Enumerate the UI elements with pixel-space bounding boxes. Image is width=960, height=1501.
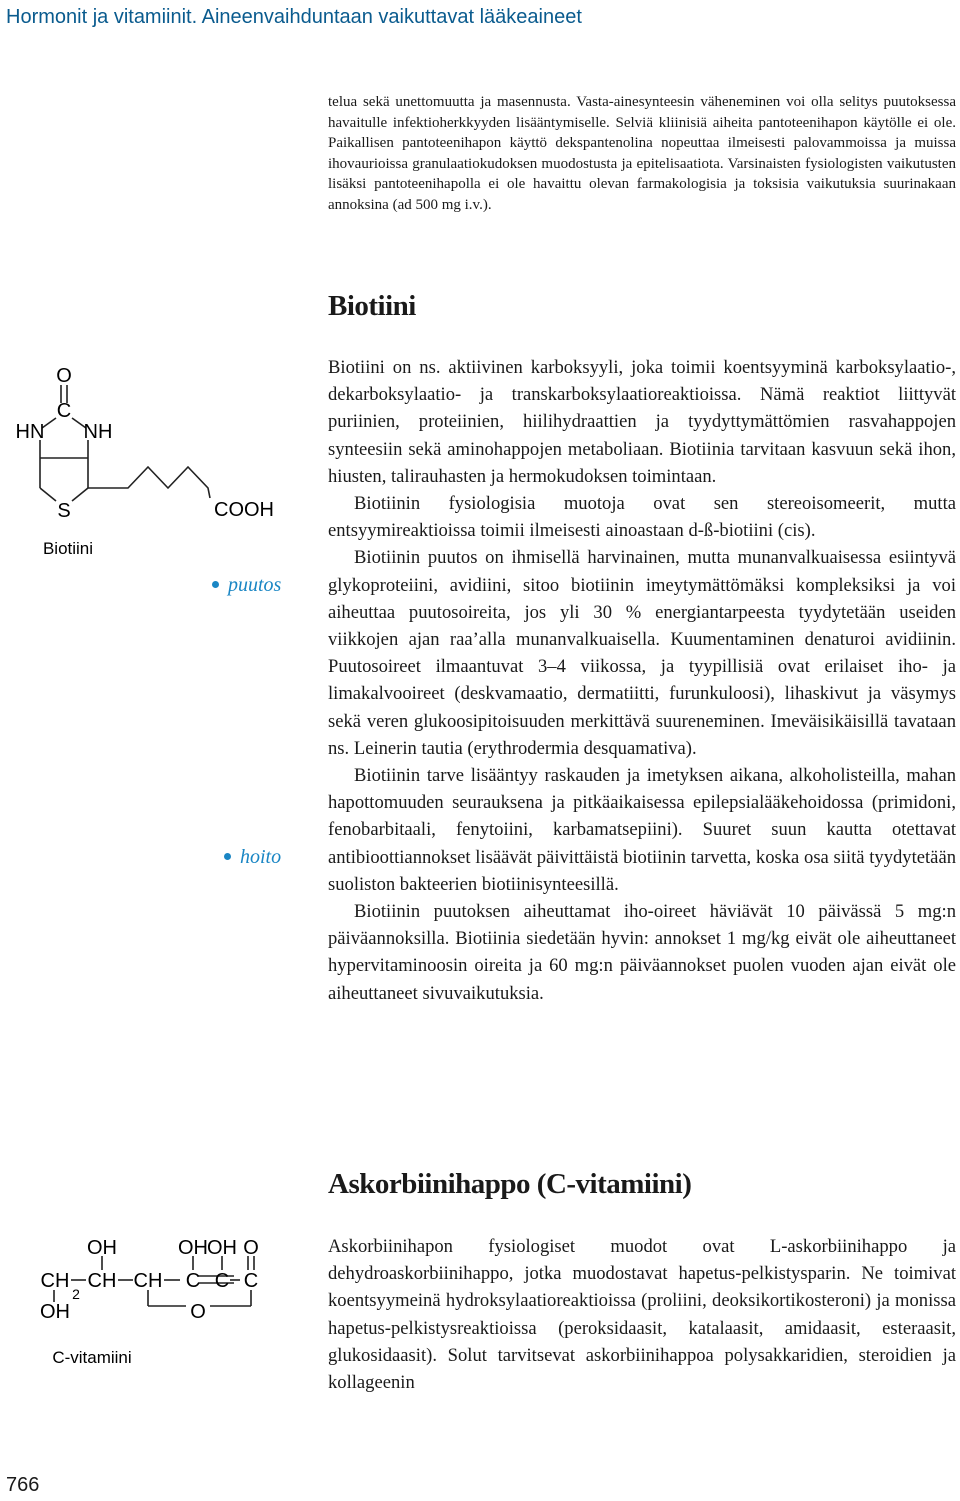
vitc-oh-top-1: OH <box>87 1237 117 1259</box>
biotin-nh-label: NH <box>83 421 113 443</box>
intro-paragraph <box>328 92 956 215</box>
biotin-cooh-label: COOH <box>214 499 274 521</box>
page-number: 766 <box>6 1474 40 1496</box>
vitc-c-2: C <box>214 1270 230 1292</box>
section-heading-biotiini: Biotiini <box>328 290 416 322</box>
vitc-oh-top-3: OH <box>207 1237 237 1259</box>
intro-text: telua sekä unettomuutta ja masennusta. Vasta-ainesynteesin väheneminen voi olla selitys puutoksessa havaitulle infektioherkkyyden lisääntymiselle. Selviä kliinisiä aiheita pantoteenihapon käytölle ei ole. Paikallisen pantoteenihapon käyttö dekspantenolina nopeuttaa ilmeisesti palovammoissa ja muissa ihovaurioissa granulaatiokudoksen muodostusta ja epitelisaatiota. Varsinaisten fysiologisten vaikutusten lisäksi pantoteenihapolla ei ole havaittu olevan farmakologisia ja toksisia vaikutuksia suurinakaan annoksina (ad 500 mg i.v.). <box>328 94 956 213</box>
vitc-c-1: C <box>185 1270 201 1292</box>
side-label-hoito: hoito <box>224 846 281 869</box>
bullet-dot <box>224 853 231 860</box>
vitc-ch-1: CH <box>40 1270 70 1292</box>
biotiini-paragraph-4: Biotiinin tarve lisääntyy raskauden ja imetyksen aikana, alkoholisteilla, mahan hapottomuuden seurauksena ja pitkäaikaisessa epilepsialääkehoidossa (primidoni, fenobarbitaali, fenytoiini, karbamatsepiini). Suuret suun kautta otettavat antibioottiannokset lisäävät päivittäistä biotiinin tarvetta, koska osa siitä tyydytetään suoliston bakteerien biotiinisynteesillä. <box>328 765 956 895</box>
biotiini-paragraph-2: Biotiinin fysiologisia muotoja ovat sen stereoisomeerit, mutta entsyymireaktioissa toimii ilmeisesti ainoastaan d-ß-biotiini (cis). <box>328 493 956 542</box>
vitc-o-top: O <box>243 1237 259 1259</box>
biotiini-paragraph-5: Biotiinin puutoksen aiheuttamat iho-oireet häviävät 10 päivässä 5 mg:n päiväannoksilla. Biotiinia siedetään hyvin: annokset 1 mg/kg eivät ole aiheuttaneet hypervitaminoosin oireita ja 60 mg:n päiväannokset puolen vuoden ajan eivät ole aiheuttaneet sivuvaikutuksia. <box>328 901 956 1004</box>
vitamin-c-structure <box>0 1232 300 1377</box>
askorbiini-paragraph-1: Askorbiinihapon fysiologiset muodot ovat L-askorbiinihappo ja dehydroaskorbiinihappo, jotka muodostavat hapetus-pelkistysparin. Ne toimivat koentsyymeinä hydroksylaatioreaktioissa (proliini, deoksikortikosteroni) ja monissa hapetus-pelkistysreaktioissa (peroksidaasit, katalaasit, amidaasit, esteraasit, glukosidaasit). Solut tarvitsevat askorbiinihappoa polysakkaridien, steroidien ja kollageenin <box>328 1236 956 1394</box>
vitc-ch-2: CH <box>87 1270 117 1292</box>
biotin-s-label: S <box>57 500 71 522</box>
biotin-structure <box>0 360 300 565</box>
biotiini-paragraph-1: Biotiini on ns. aktiivinen karboksyyli, joka toimii koentsyyminä karboksylaatio-, dekarboksylaatio- ja transkarboksylaatioreaktioissa. Nämä reaktiot liittyvät puriinien, proteiinien, hiilihydraattien ja tyydyttymättömien rasvahappojen synteesiin sekä aminohappojen metaboliaan. Biotiinia tarvitaan kasvuun sekä ihon, hiusten, talirauhasten ja hermokudoksen toimintaan. <box>328 357 956 487</box>
askorbiini-body <box>328 1233 956 1396</box>
side-label-puutos: puutos <box>212 574 281 597</box>
vitc-c-3: C <box>243 1270 259 1292</box>
vitc-oh-top-2: OH <box>178 1237 208 1259</box>
vitc-oh-left: OH <box>40 1301 70 1323</box>
vitc-caption: C-vitamiini <box>52 1348 132 1367</box>
vitc-ch-3: CH <box>133 1270 163 1292</box>
biotin-caption: Biotiini <box>42 539 94 558</box>
section-heading-askorbiini: Askorbiinihappo (C-vitamiini) <box>328 1168 692 1200</box>
biotin-hn-label: HN <box>15 421 45 443</box>
biotin-o-label: O <box>56 365 72 387</box>
biotiini-body <box>328 354 956 1007</box>
vitc-subscript-2: 2 <box>72 1286 80 1302</box>
running-header: Hormonit ja vitamiinit. Aineenvaihduntaan vaikuttavat lääkeaineet <box>6 6 582 28</box>
vitc-o-ring: O <box>190 1301 206 1323</box>
bullet-dot <box>212 581 219 588</box>
biotiini-paragraph-3: Biotiinin puutos on ihmisellä harvinainen, mutta munanvalkuaisessa esiintyvä glykoproteiini, avidiini, sitoo biotiinin imeytymättömäksi kompleksiksi ja voi aiheuttaa puutosoireita, jos yli 30 % energiantarpeesta tyydytetään useiden viikkojen ajan raa’alla munanvalkuaisella. Kuumentaminen denaturoi avidiinin. Puutosoireet ilmaantuvat 3–4 viikossa, ja tyypillisiä ovat erilaiset iho- ja limakalvooireet (deskvamaatio, dermatiitti, furunkuloosi), lihaskivut ja väsymys sekä veren glukoosipitoisuuden merkittävä suureneminen. Imeväisikäisillä tavataan ns. Leinerin tautia (erythrodermia desquamativa). <box>328 547 956 759</box>
biotin-c-label: C <box>56 400 72 422</box>
